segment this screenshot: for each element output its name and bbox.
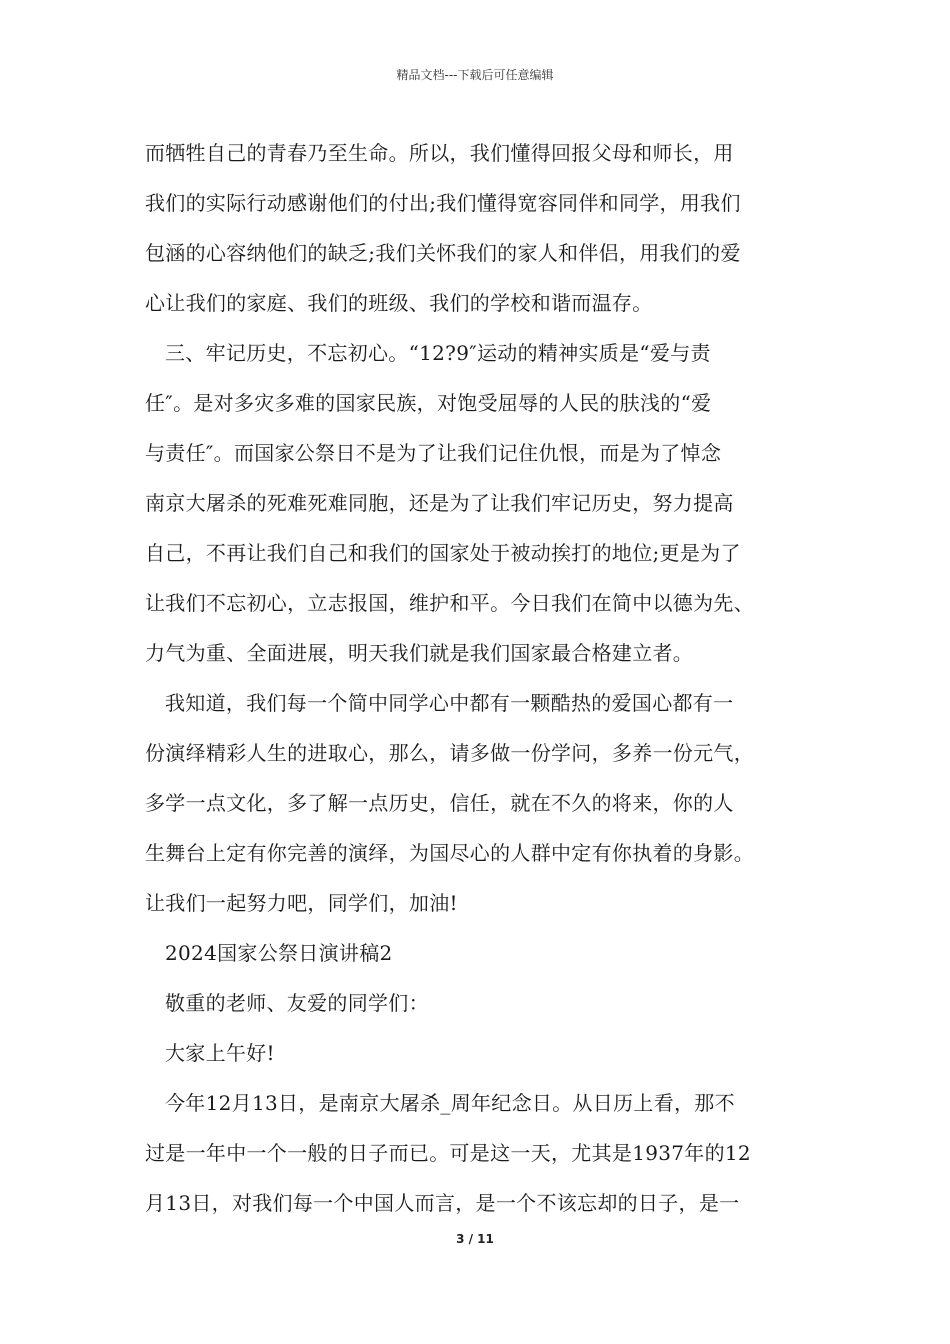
text-line: 南京大屠杀的死难死难同胞，还是为了让我们牢记历史，努力提高 — [145, 491, 734, 515]
text-line: 而牺牲自己的青春乃至生命。所以，我们懂得回报父母和师长，用 — [145, 141, 734, 165]
text-line: 份演绎精彩人生的进取心，那么，请多做一份学问，多养一份元气， — [145, 741, 754, 765]
paragraph-start-line: 我知道，我们每一个简中同学心中都有一颗酷热的爱国心都有一 — [165, 691, 734, 715]
text-line: 月13日，对我们每一个中国人而言，是一个不该忘却的日子，是一 — [145, 1191, 740, 1215]
paragraph-start-line: 三、牢记历史，不忘初心。“12?9″运动的精神实质是“爱与责 — [165, 341, 711, 365]
salutation-line: 敬重的老师、友爱的同学们： — [165, 991, 429, 1015]
text-line: 让我们一起努力吧，同学们，加油! — [145, 891, 458, 915]
text-line: 心让我们的家庭、我们的班级、我们的学校和谐而温存。 — [145, 291, 653, 315]
page-number: 3 / 11 — [456, 1232, 494, 1246]
text-line: 过是一年中一个一般的日子而已。可是这一天，尤其是1937年的12 — [145, 1141, 751, 1165]
text-line: 与责任″。而国家公祭日不是为了让我们记住仇恨，而是为了悼念 — [145, 441, 722, 465]
document-body — [145, 128, 815, 1228]
text-line: 多学一点文化，多了解一点历史，信任，就在不久的将来，你的人 — [145, 791, 734, 815]
text-line: 力气为重、全面进展，明天我们就是我们国家最合格建立者。 — [145, 641, 694, 665]
text-line: 生舞台上定有你完善的演绎，为国尽心的人群中定有你执着的身影。 — [145, 841, 754, 865]
text-line: 我们的实际行动感谢他们的付出;我们懂得宽容同伴和同学，用我们 — [145, 191, 741, 215]
section-title: 2024国家公祭日演讲稿2 — [165, 941, 393, 965]
text-line: 任″。是对多灾多难的国家民族，对饱受屈辱的人民的肤浅的“爱 — [145, 391, 712, 415]
text-line: 包涵的心容纳他们的缺乏;我们关怀我们的家人和伴侣，用我们的爱 — [145, 241, 741, 265]
text-line: 自己，不再让我们自己和我们的国家处于被动挨打的地位;更是为了 — [145, 541, 741, 565]
paragraph-start-line: 今年12月13日，是南京大屠杀_周年纪念日。从日历上看，那不 — [165, 1091, 735, 1115]
page-header: 精品文档---下载后可任意编辑 — [396, 68, 554, 82]
text-line: 让我们不忘初心，立志报国，维护和平。今日我们在简中以德为先、 — [145, 591, 754, 615]
greeting-line: 大家上午好! — [165, 1041, 275, 1065]
